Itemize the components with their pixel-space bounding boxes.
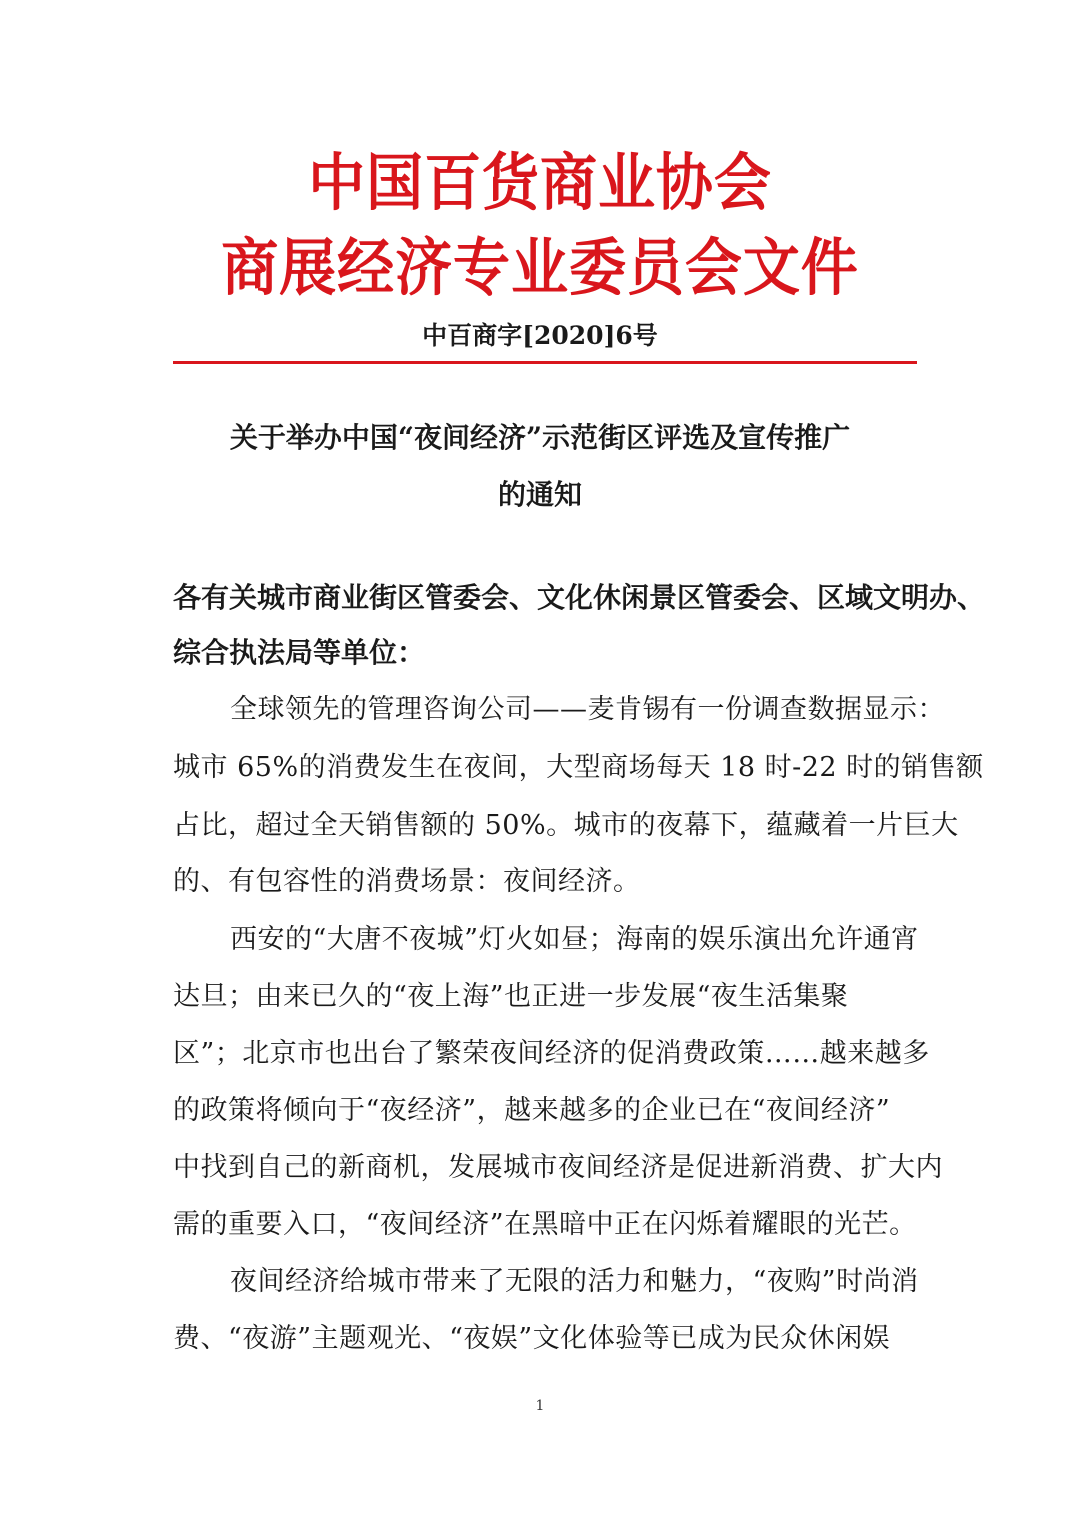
org-title-line1: 中国百货商业协会 [308,146,772,219]
body-text-line: 的、有包容性的消费场景：夜间经济。 [173,866,641,897]
body-text-line: 西安的“大唐不夜城”灯火如昼；海南的娱乐演出允许通宵 [230,924,919,955]
page-number: 1 [535,1398,545,1414]
notice-title-line2: 的通知 [497,478,582,511]
notice-title-line1: 关于举办中国“夜间经济”示范街区评选及宣传推广 [229,421,851,454]
body-text-line: 中找到自己的新商机，发展城市夜间经济是促进新消费、扩大内 [173,1152,943,1183]
red-divider-line [173,361,917,364]
body-text-line: 全球领先的管理咨询公司——麦肯锡有一份调查数据显示： [230,694,945,725]
org-title-line2: 商展经济专业委员会文件 [221,231,859,304]
body-text-line: 城市 65%的消费发生在夜间，大型商场每天 18 时-22 时的销售额 [173,752,984,783]
body-text-line: 占比，超过全天销售额的 50%。城市的夜幕下，蕴藏着一片巨大 [173,810,959,841]
body-text-line: 的政策将倾向于“夜经济”，越来越多的企业已在“夜间经济” [173,1095,891,1126]
document-number: 中百商字[2020]6号 [422,321,658,350]
addressee-line1: 各有关城市商业街区管委会、文化休闲景区管委会、区域文明办、 [173,581,986,614]
body-text-line: 区”；北京市也出台了繁荣夜间经济的促消费政策……越来越多 [173,1038,930,1069]
body-text-line: 需的重要入口，“夜间经济”在黑暗中正在闪烁着耀眼的光芒。 [173,1209,917,1240]
addressee-line2: 综合执法局等单位： [173,636,426,669]
body-text-line: 达旦；由来已久的“夜上海”也正进一步发展“夜生活集聚 [173,981,849,1012]
body-text-line: 夜间经济给城市带来了无限的活力和魅力，“夜购”时尚消 [230,1266,919,1297]
body-text-line: 费、“夜游”主题观光、“夜娱”文化体验等已成为民众休闲娱 [173,1323,891,1354]
